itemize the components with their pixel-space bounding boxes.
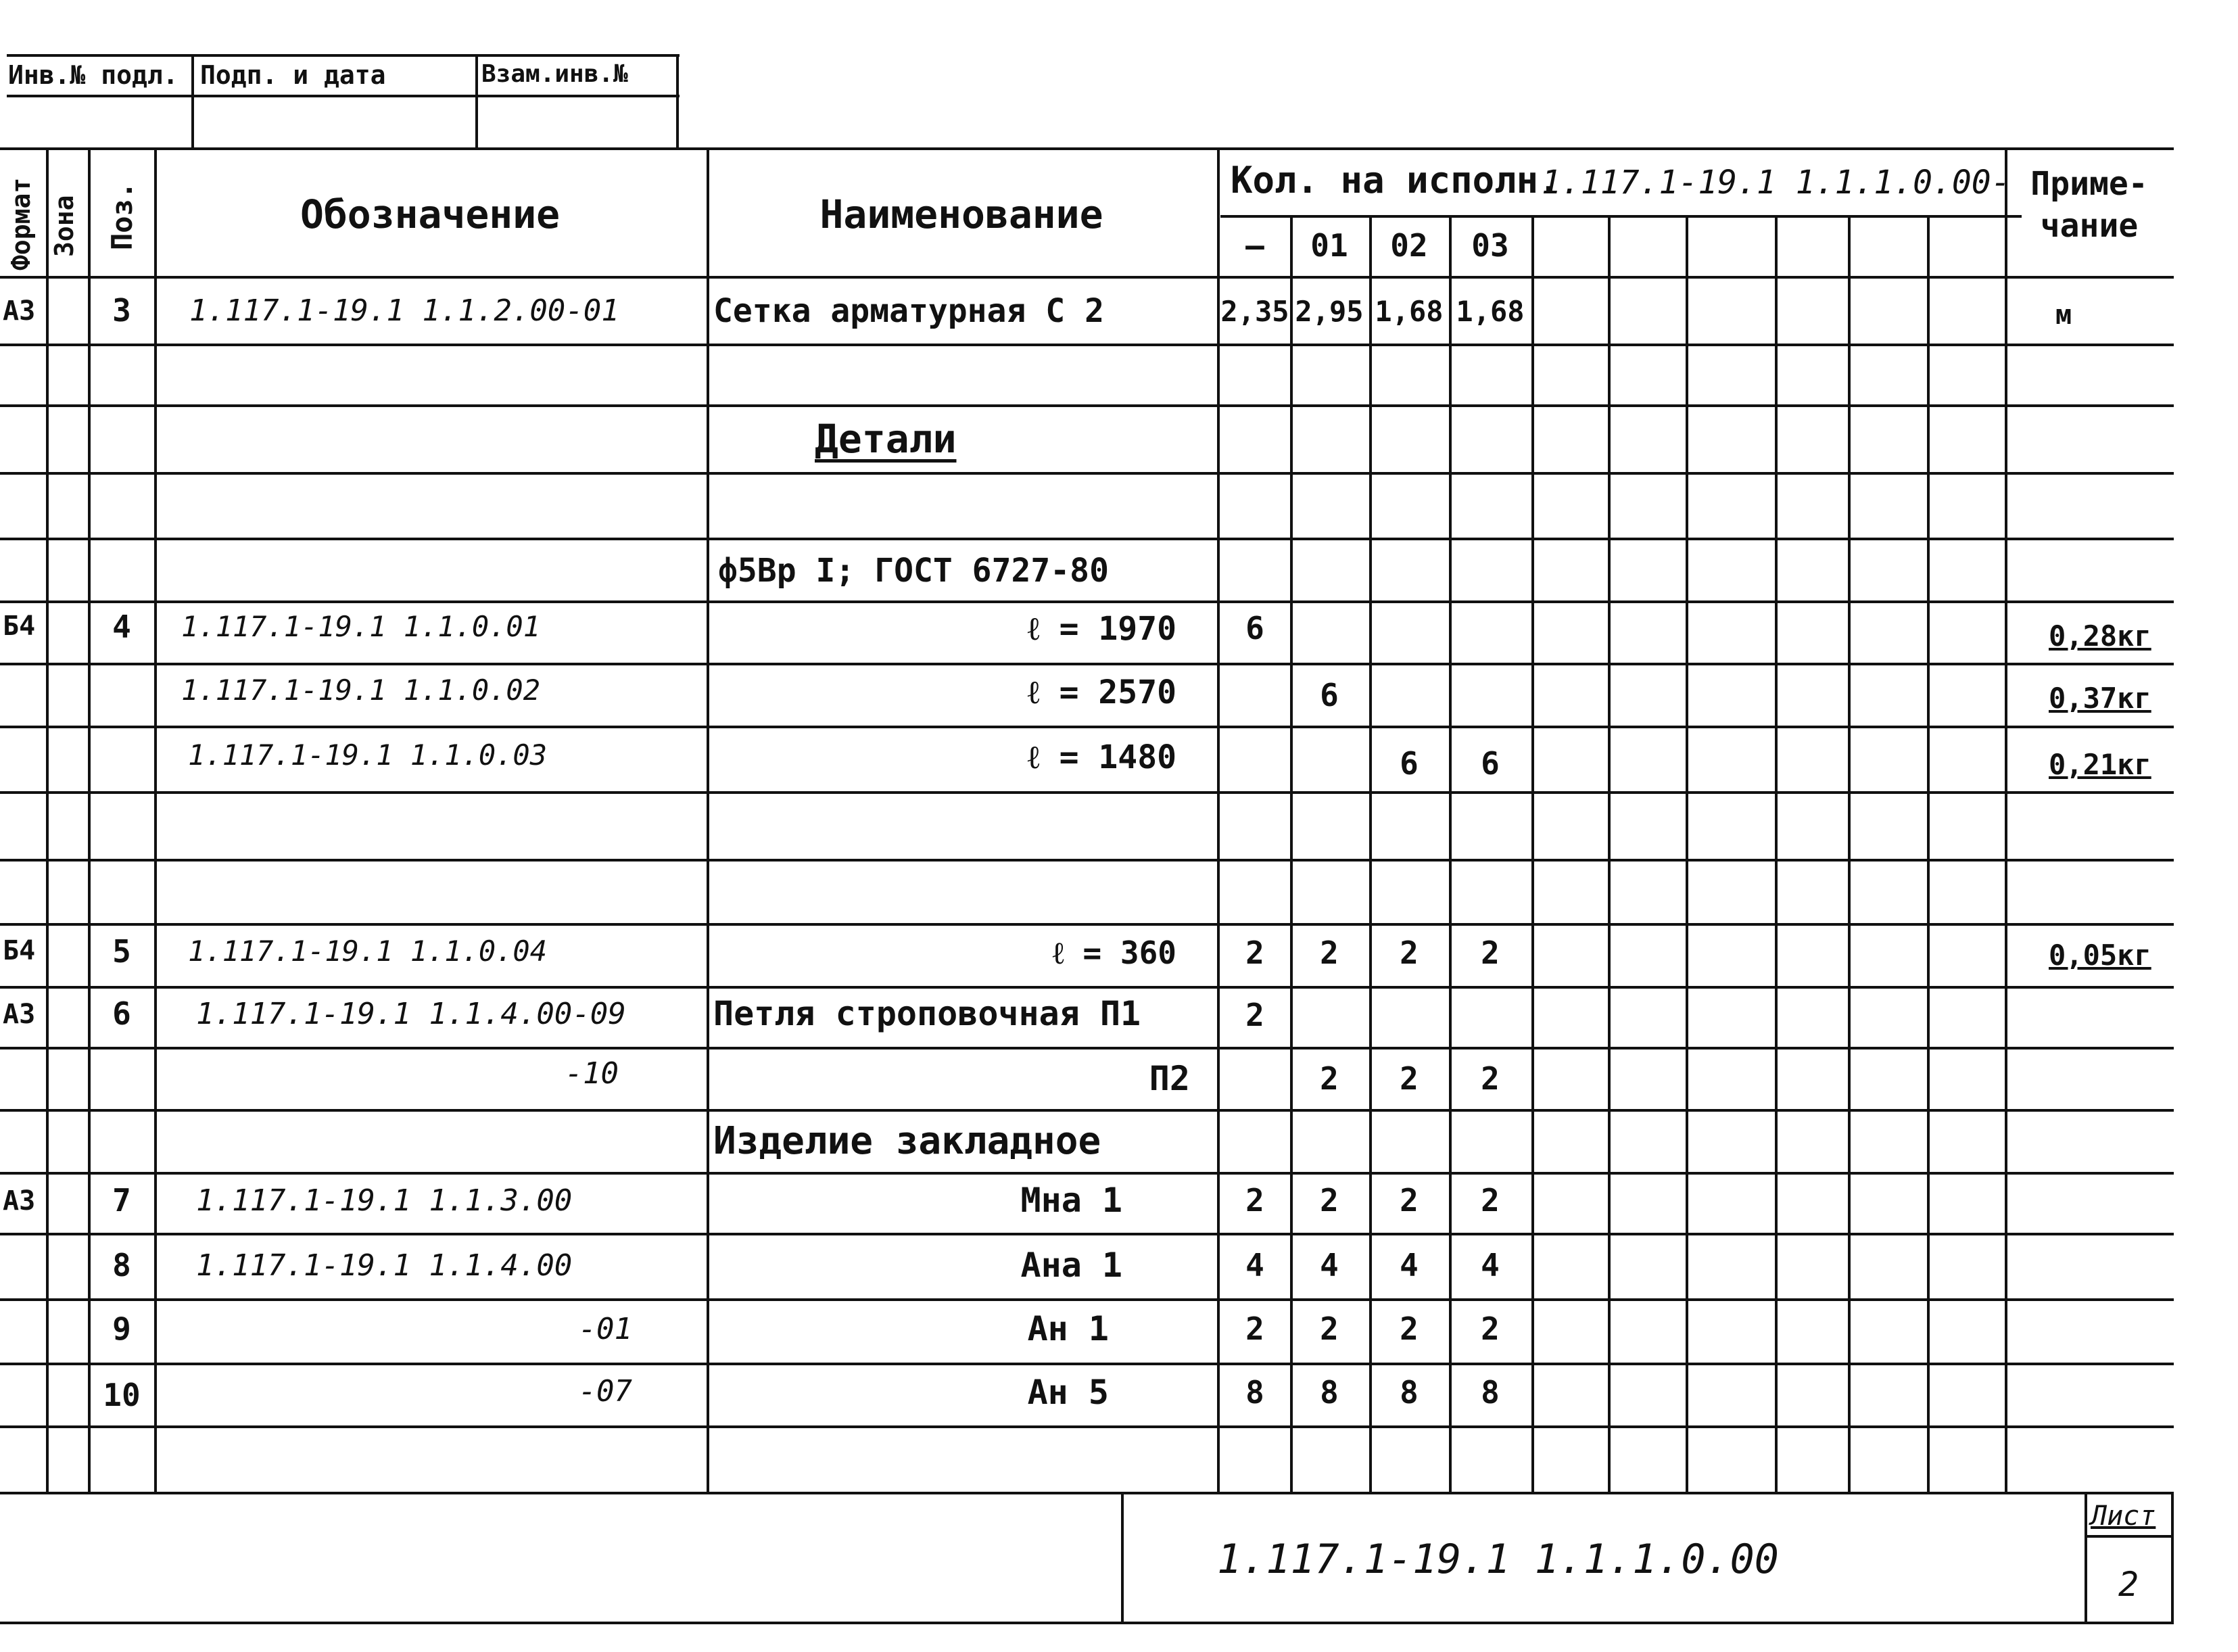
cell-qty: 2: [1320, 935, 1339, 971]
cell-qty: 6: [1400, 745, 1419, 782]
cell-poz: 8: [112, 1247, 131, 1283]
header-isp-2: 01: [1310, 227, 1348, 264]
grid-col-line: [1217, 147, 1220, 1493]
cell-poz: 4: [112, 609, 131, 645]
cell-naim: ℓ = 1480: [1027, 738, 1176, 776]
cell-qty: 2: [1481, 1182, 1500, 1219]
cell-qty: 2: [1400, 935, 1419, 971]
cell-qty: 2: [1400, 1060, 1419, 1097]
header-zona: Зона: [49, 195, 79, 257]
stamp-mid-line: [7, 95, 680, 97]
cell-qty: 6: [1320, 677, 1339, 713]
cell-qty: 2: [1320, 1182, 1339, 1219]
cell-naim: Петля строповочная П1: [713, 994, 1141, 1033]
cell-qty: 1,68: [1375, 295, 1444, 328]
cell-naim: Ана 1: [1020, 1246, 1122, 1285]
grid-qty-col-line: [1608, 215, 1611, 1493]
stamp-vzam-inv: Взам.инв.№: [481, 60, 628, 88]
cell-prim: 0,21кг: [2049, 748, 2151, 781]
cell-qty: 8: [1245, 1374, 1264, 1411]
stamp-div-3: [676, 54, 679, 149]
grid-col-line: [154, 147, 157, 1493]
cell-qty: 2,95: [1295, 295, 1364, 328]
grid-qty-col-line: [1449, 215, 1452, 1493]
cell-qty: 8: [1400, 1374, 1419, 1411]
cell-poz: 9: [112, 1311, 131, 1347]
grid-qty-col-line: [1369, 215, 1372, 1493]
cell-qty: 2: [1481, 1311, 1500, 1347]
cell-oboz: 1.117.1-19.1 1.1.4.00: [196, 1248, 573, 1283]
cell-qty: 8: [1481, 1374, 1500, 1411]
cell-format: A3: [3, 296, 36, 327]
header-format: Формат: [6, 177, 36, 270]
cell-prim: 0,28кг: [2049, 619, 2151, 653]
cell-prim: 0,37кг: [2049, 682, 2151, 715]
header-primechanie-2: чание: [2040, 207, 2139, 245]
cell-qty: 4: [1481, 1247, 1500, 1283]
cell-poz: 7: [112, 1182, 131, 1219]
stamp-top-line: [7, 54, 680, 57]
stamp-div-2: [475, 54, 478, 149]
header-kol-doc: 1.117.1-19.1 1.1.1.0.00-: [1542, 164, 2011, 202]
footer-list-line: [2085, 1492, 2087, 1623]
stamp-div-1: [191, 54, 194, 149]
cell-oboz: -10: [565, 1056, 619, 1091]
cell-naim: ℓ = 360: [1052, 935, 1176, 971]
cell-qty: 8: [1320, 1374, 1339, 1411]
group-heading: Изделие закладное: [713, 1119, 1101, 1163]
cell-qty: 2: [1400, 1182, 1419, 1219]
stamp-inv-podl: Инв.№ подл.: [8, 60, 178, 90]
grid-qty-col-line: [1290, 215, 1293, 1493]
header-isp-4: 03: [1471, 227, 1509, 264]
cell-oboz: 1.117.1-19.1 1.1.0.01: [181, 610, 541, 643]
cell-oboz: 1.117.1-19.1 1.1.4.00-09: [196, 997, 626, 1031]
grid-qty-col-line: [1686, 215, 1688, 1493]
cell-qty: 2: [1400, 1311, 1419, 1347]
cell-qty: 2: [1320, 1060, 1339, 1097]
cell-poz: 6: [112, 995, 131, 1032]
cell-naim: ℓ = 2570: [1027, 674, 1176, 711]
header-isp-1: —: [1245, 227, 1264, 264]
section-heading-detali: Детали: [815, 416, 957, 462]
header-oboznachenie: Обозначение: [300, 191, 561, 237]
cell-qty: 6: [1481, 745, 1500, 782]
cell-oboz: -01: [578, 1312, 632, 1346]
footer-bottom-line: [0, 1622, 2174, 1624]
cell-format: Б4: [3, 611, 36, 642]
footer-doc-number: 1.117.1-19.1 1.1.1.0.00: [1217, 1536, 1779, 1583]
grid-col-line: [88, 147, 91, 1493]
cell-qty: 2: [1245, 1182, 1264, 1219]
cell-naim: Ан 1: [1027, 1309, 1109, 1348]
cell-naim: Мна 1: [1020, 1181, 1122, 1220]
cell-qty: 6: [1245, 610, 1264, 646]
cell-oboz: -07: [578, 1374, 632, 1409]
footer-div-line: [1121, 1492, 1124, 1623]
cell-naim: П2: [1149, 1059, 1190, 1098]
header-kol-label: Кол. на исполн.: [1231, 159, 1561, 202]
grid-col-line: [46, 147, 49, 1493]
cell-qty: 2: [1245, 1311, 1264, 1347]
grid-col-line: [707, 147, 709, 1493]
cell-qty: 4: [1400, 1247, 1419, 1283]
cell-qty: 2: [1320, 1311, 1339, 1347]
footer-list-number: 2: [2118, 1565, 2139, 1604]
grid-subheader-line: [1220, 215, 2022, 218]
cell-naim: Ан 5: [1027, 1373, 1109, 1412]
grid-top-line: [0, 147, 2174, 150]
header-naimenovanie: Наименование: [819, 191, 1103, 237]
footer-list-label: Лист: [2091, 1501, 2156, 1532]
grid-qty-col-line: [1927, 215, 1930, 1493]
cell-oboz: 1.117.1-19.1 1.1.0.03: [188, 738, 548, 772]
stamp-podp-data: Подп. и дата: [200, 60, 386, 90]
cell-oboz: 1.117.1-19.1 1.1.0.02: [181, 674, 541, 707]
material-label: ф5Вр I; ГОСТ 6727-80: [718, 552, 1109, 590]
cell-qty: 2: [1481, 1060, 1500, 1097]
footer-right-line: [2171, 1492, 2174, 1623]
cell-oboz: 1.117.1-19.1 1.1.3.00: [196, 1183, 573, 1218]
cell-naim: ℓ = 1970: [1027, 610, 1176, 648]
cell-prim: 0,05кг: [2049, 939, 2151, 972]
cell-oboz: 1.117.1-19.1 1.1.2.00-01: [189, 293, 619, 328]
footer-list-sep: [2085, 1535, 2174, 1538]
cell-format: Б4: [3, 935, 36, 966]
cell-poz: 5: [112, 933, 131, 970]
grid-col-line: [2005, 147, 2007, 1493]
cell-qty: 1,68: [1456, 295, 1525, 328]
cell-qty: 2: [1245, 997, 1264, 1033]
header-poz: Поз.: [105, 181, 139, 250]
cell-qty: 4: [1320, 1247, 1339, 1283]
cell-prim: м: [2055, 300, 2072, 331]
cell-poz: 10: [103, 1377, 141, 1413]
cell-naim: Сетка арматурная С 2: [713, 292, 1104, 330]
grid-qty-col-line: [1848, 215, 1851, 1493]
cell-format: A3: [3, 1185, 36, 1217]
cell-oboz: 1.117.1-19.1 1.1.0.04: [188, 935, 548, 968]
grid-qty-col-line: [1775, 215, 1778, 1493]
cell-format: A3: [3, 999, 36, 1030]
header-primechanie-1: Приме-: [2030, 165, 2148, 203]
cell-qty: 4: [1245, 1247, 1264, 1283]
header-isp-3: 02: [1390, 227, 1428, 264]
grid-qty-col-line: [1531, 215, 1534, 1493]
cell-poz: 3: [112, 292, 131, 329]
cell-qty: 2,35: [1220, 295, 1289, 328]
cell-qty: 2: [1481, 935, 1500, 971]
cell-qty: 2: [1245, 935, 1264, 971]
